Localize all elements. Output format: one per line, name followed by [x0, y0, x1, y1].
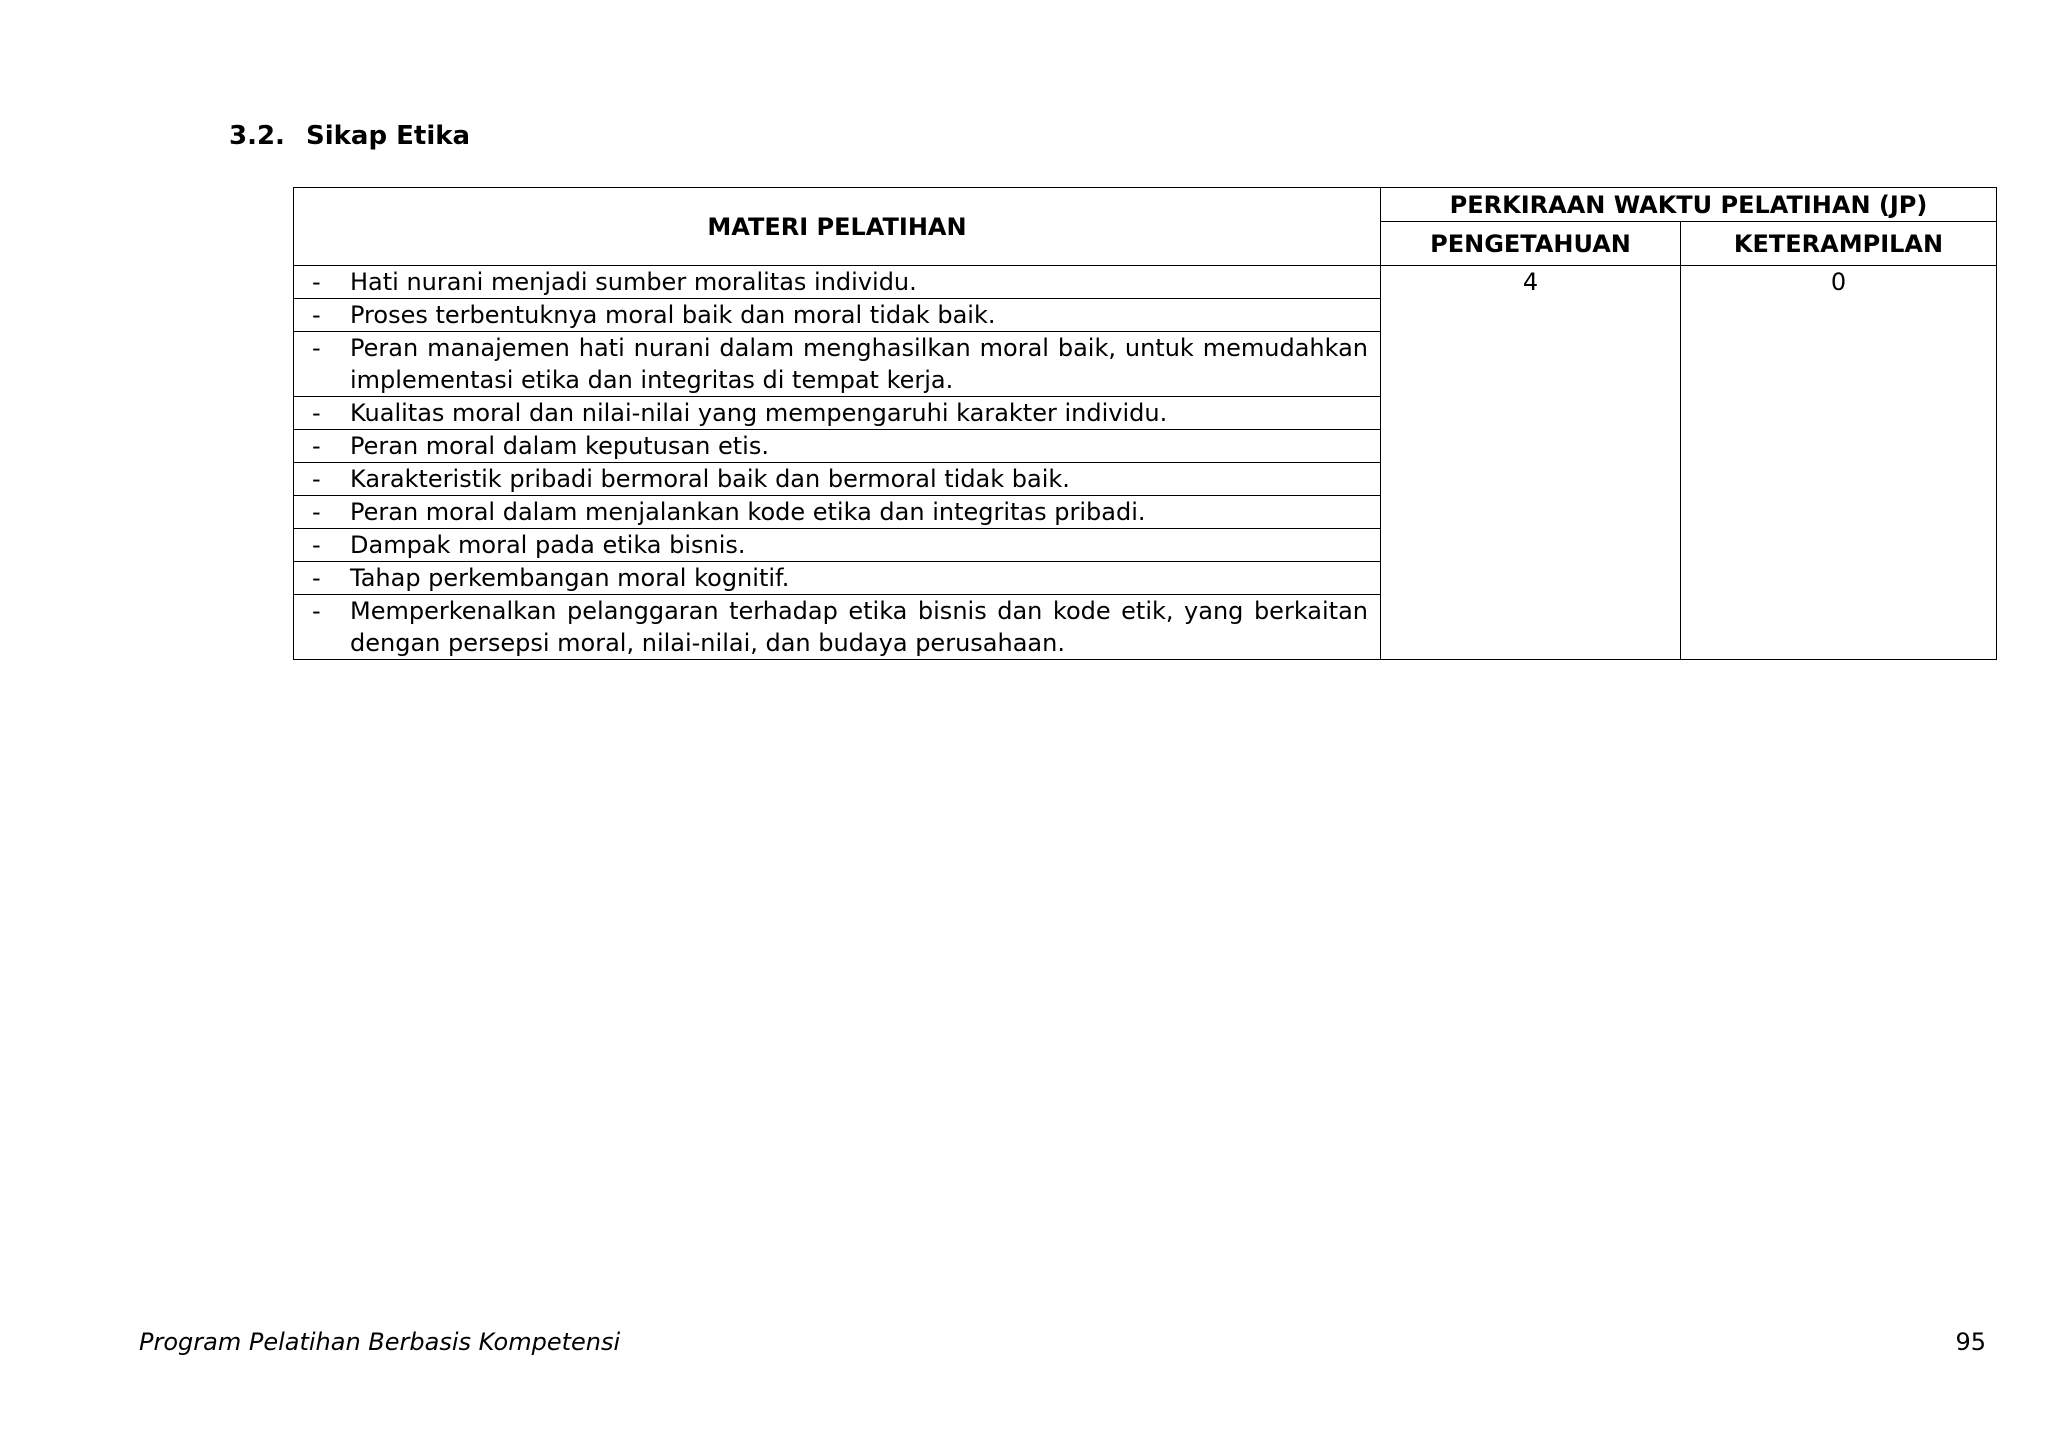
table-row [294, 562, 1381, 595]
table-row [294, 529, 1381, 562]
header-materi-pelatihan: MATERI PELATIHAN [294, 188, 1381, 266]
training-table [293, 187, 1997, 660]
footer-program-title: Program Pelatihan Berbasis Kompetensi [139, 1328, 621, 1356]
section-title: Sikap Etika [306, 121, 471, 151]
list-item: Tahap perkembangan moral kognitif. [350, 564, 790, 592]
table-row [294, 430, 1381, 463]
list-item: Proses terbentuknya moral baik dan moral tidak baik. [350, 301, 996, 329]
table-row [294, 397, 1381, 430]
bullet-dash: - [312, 334, 321, 362]
list-item: Hati nurani menjadi sumber moralitas individu. [350, 268, 917, 296]
table-row [294, 299, 1381, 332]
header-perkiraan-waktu: PERKIRAAN WAKTU PELATIHAN (JP) [1381, 188, 1997, 222]
list-item: Memperkenalkan pelanggaran terhadap etika bisnis dan kode etik, yang berkaitan dengan persepsi moral, nilai-nilai, dan budaya perusahaan. [350, 597, 1368, 657]
list-item: Dampak moral pada etika bisnis. [350, 531, 746, 559]
bullet-dash: - [312, 597, 321, 625]
header-pengetahuan: PENGETAHUAN [1381, 222, 1681, 266]
section-number: 3.2. [229, 121, 285, 151]
bullet-dash: - [312, 465, 321, 493]
keterampilan-value: 0 [1681, 266, 1997, 660]
section-heading [229, 121, 470, 151]
bullet-dash: - [312, 268, 321, 296]
bullet-dash: - [312, 432, 321, 460]
pengetahuan-value: 4 [1381, 266, 1681, 660]
table-row [294, 496, 1381, 529]
list-item: Karakteristik pribadi bermoral baik dan bermoral tidak baik. [350, 465, 1070, 493]
table-row [294, 332, 1381, 397]
table-row [294, 463, 1381, 496]
page-number: 95 [1955, 1328, 1986, 1356]
list-item: Kualitas moral dan nilai-nilai yang mempengaruhi karakter individu. [350, 399, 1168, 427]
header-keterampilan: KETERAMPILAN [1681, 222, 1997, 266]
bullet-dash: - [312, 498, 321, 526]
bullet-dash: - [312, 301, 321, 329]
list-item: Peran manajemen hati nurani dalam menghasilkan moral baik, untuk memudahkan implementasi etika dan integritas di tempat kerja. [350, 334, 1368, 394]
bullet-dash: - [312, 564, 321, 592]
bullet-dash: - [312, 531, 321, 559]
list-item: Peran moral dalam menjalankan kode etika dan integritas pribadi. [350, 498, 1146, 526]
bullet-dash: - [312, 399, 321, 427]
table-row [294, 266, 1381, 299]
table-row [294, 595, 1381, 660]
list-item: Peran moral dalam keputusan etis. [350, 432, 769, 460]
